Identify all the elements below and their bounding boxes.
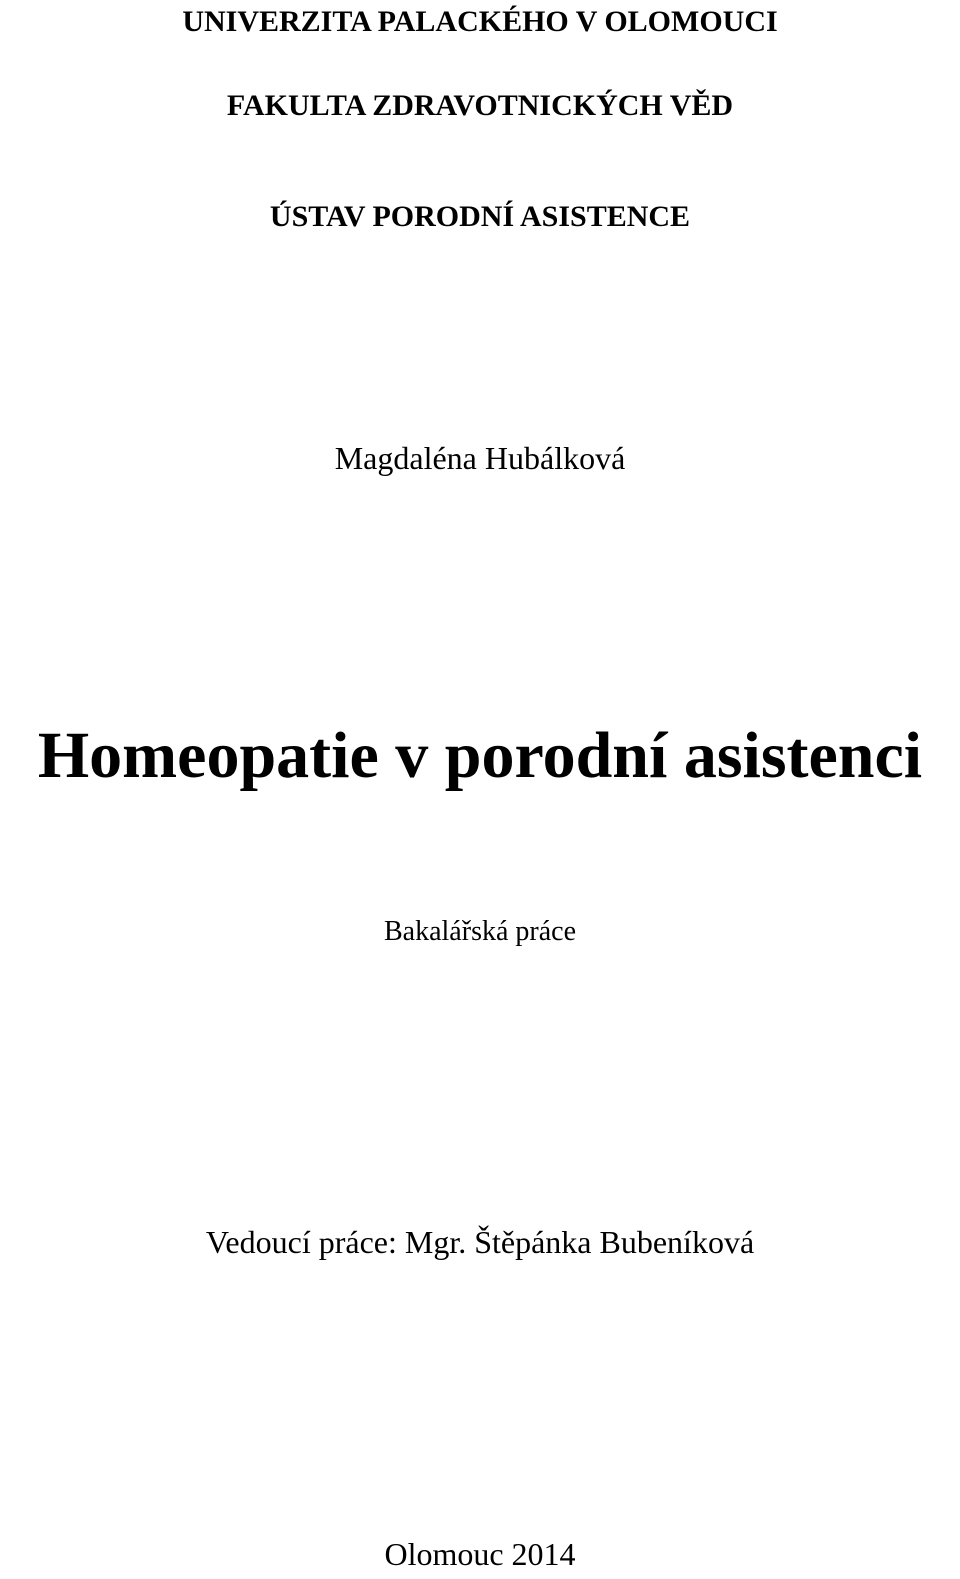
- faculty-name: FAKULTA ZDRAVOTNICKÝCH VĚD: [226, 89, 734, 122]
- thesis-type: Bakalářská práce: [384, 916, 576, 947]
- thesis-title: Homeopatie v porodní asistenci: [37, 719, 923, 792]
- department-name: ÚSTAV PORODNÍ ASISTENCE: [269, 200, 691, 233]
- place-year: Olomouc 2014: [384, 1536, 576, 1572]
- supervisor: Vedoucí práce: Mgr. Štěpánka Bubeníková: [205, 1224, 755, 1260]
- author-name: Magdaléna Hubálková: [334, 440, 626, 476]
- university-name: UNIVERZITA PALACKÉHO V OLOMOUCI: [182, 5, 778, 38]
